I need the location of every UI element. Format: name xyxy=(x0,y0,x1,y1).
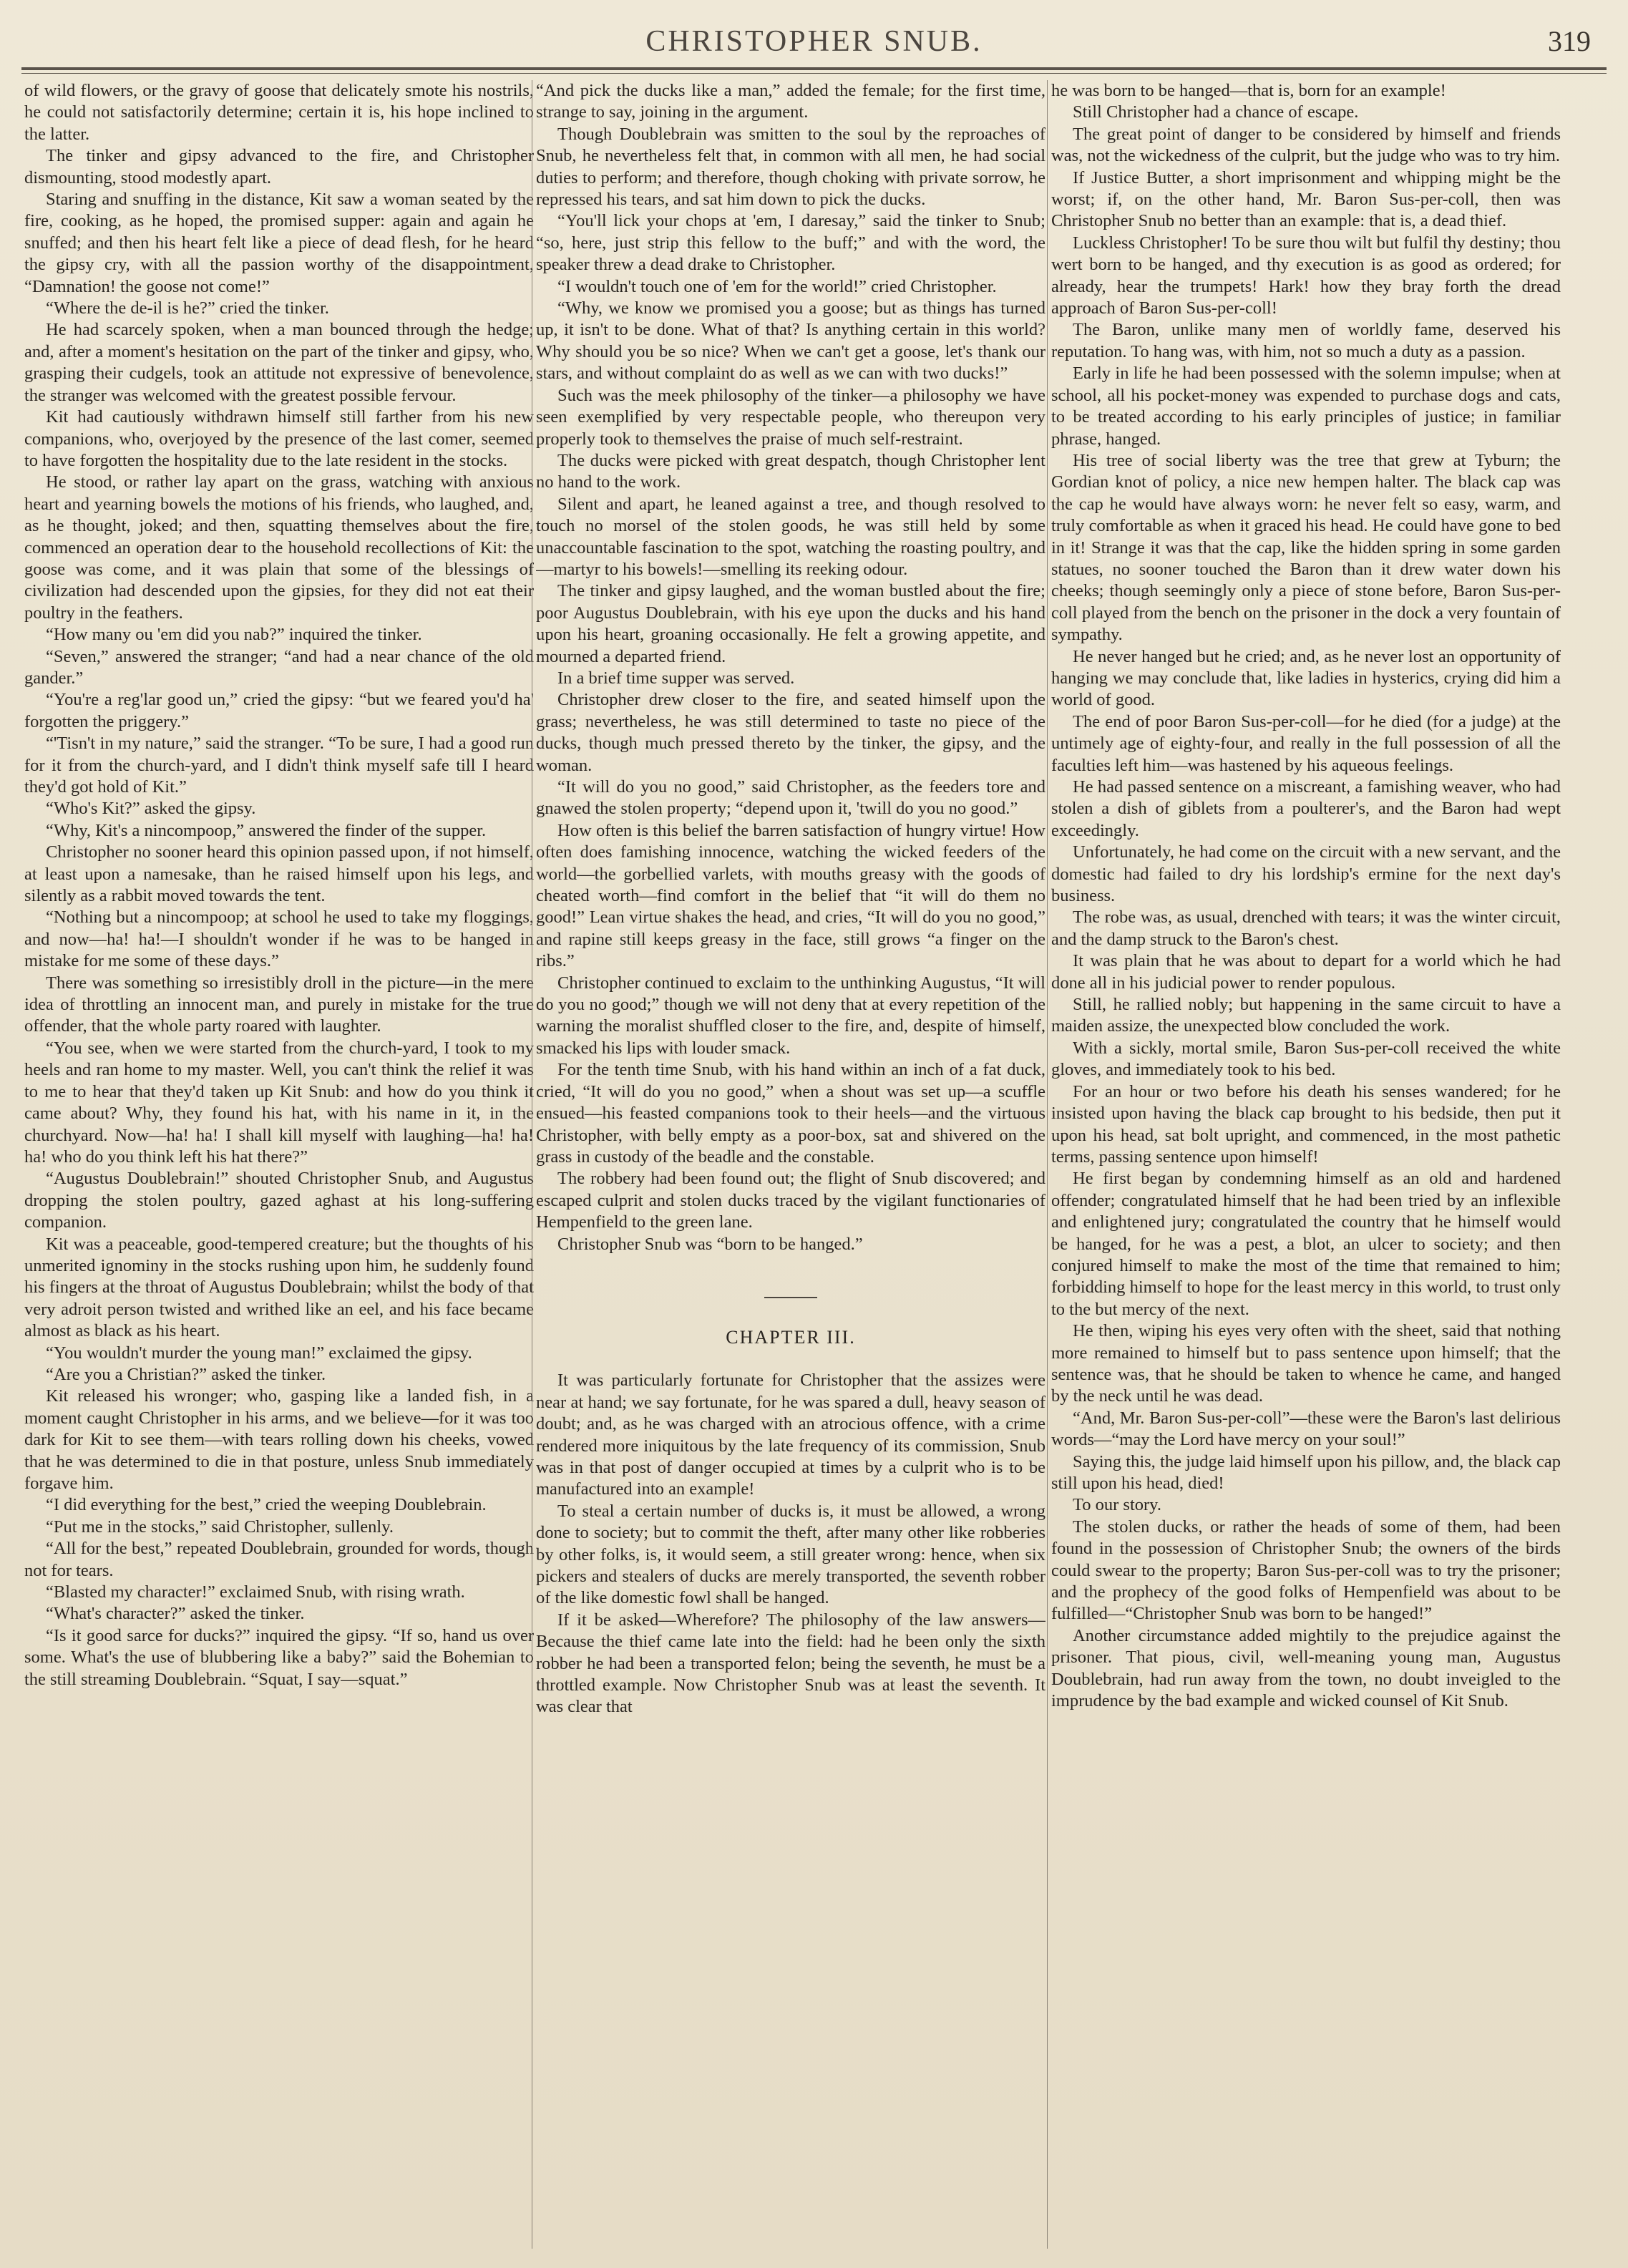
paragraph: “Is it good sarce for ducks?” inquired the gipsy. “If so, hand us over some. What's the use of blubbering like a baby?” said the Bohemian to the still streaming Doublebrain. “Squat, I say—squat.” xyxy=(24,1625,534,1689)
paragraph: “Where the de-il is he?” cried the tinker. xyxy=(46,298,329,318)
paragraph: The stolen ducks, or rather the heads of some of them, had been found in the possession of Christopher Snub; the owners of the birds could swear to the property; Baron Sus-per-coll was to try the prisoner; and the prophecy of the good folks of Hempenfield was about to be fulfilled—“Christopher Snub was born to be hanged!” xyxy=(1051,1517,1561,1624)
paragraph: In a brief time supper was served. xyxy=(557,668,795,688)
paragraph: Early in life he had been possessed with the solemn impulse; when at school, all his pocket-money was expended to purchase dogs and cats, to be treated according to his early principles of justice; in familiar phrase, hanged. xyxy=(1051,364,1561,449)
paragraph: Still Christopher had a chance of escape. xyxy=(1073,102,1359,122)
paragraph: “Seven,” answered the stranger; “and had a near chance of the old gander.” xyxy=(24,646,534,688)
paragraph: He then, wiping his eyes very often with the sheet, said that nothing more remained to himself but to pass sentence upon himself; that the sentence was, that he should be taken to whence he came, and hanged by the neck until he was dead. xyxy=(1051,1321,1561,1406)
text-column-2 xyxy=(536,80,1045,2249)
running-header xyxy=(21,16,1607,66)
paragraph: If it be asked—Wherefore? The philosophy of the law answers—Because the thief came late into the field: had he been only the sixth robber he had been a transported felon; being the seventh, he must be a throttled example. Now Christopher Snub was at least the seventh. It was clear that xyxy=(536,1610,1045,1717)
paragraph: Staring and snuffing in the distance, Kit saw a woman seated by the fire, cooking, as he hoped, the promised supper: again and again he snuffed; and then his heart felt like a piece of dead flesh, for he heard the gipsy cry, with all the passion worthy of the disappointment, “Damnation! the goose not come!” xyxy=(24,190,534,296)
paragraph: The robbery had been found out; the flight of Snub discovered; and escaped culprit and stolen ducks traced by the vigilant functionaries of Hempenfield to the green lane. xyxy=(536,1169,1045,1232)
paragraph: “What's character?” asked the tinker. xyxy=(46,1604,305,1624)
paragraph: “How many ou 'em did you nab?” inquired the tinker. xyxy=(46,625,422,645)
paragraph: There was something so irresistibly droll in the picture—in the mere idea of throttling an innocent man, and purely in mistake for the true offender, that the whole party roared with laughter. xyxy=(24,973,534,1036)
paragraph: For the tenth time Snub, with his hand within an inch of a fat duck, cried, “It will do you no good,” when a shout was set up—a scuffle ensued—his feasted companions took to their heels—and the virtuous Christopher, with belly empty as a poor-box, sat and shivered on the grass in custody of the beadle and the constable. xyxy=(536,1060,1045,1167)
paragraph: “You wouldn't murder the young man!” exclaimed the gipsy. xyxy=(46,1343,472,1363)
paragraph: “I wouldn't touch one of 'em for the world!” cried Christopher. xyxy=(557,276,997,296)
paragraph: The great point of danger to be considered by himself and friends was, not the wickedness of the culprit, but the judge who was to try him. xyxy=(1051,124,1561,166)
paragraph: Christopher drew closer to the fire, and seated himself upon the grass; nevertheless, he was still determined to taste no piece of the ducks, though much pressed thereto by the tinker, the gipsy, and the woman. xyxy=(536,690,1045,775)
paragraph: Kit released his wronger; who, gasping like a landed fish, in a moment caught Christopher in his arms, and we believe—for it was too dark for Kit to see them—with tears rolling down his cheeks, vowed that he was determined to die in that posture, unless Snub immediately forgave him. xyxy=(24,1386,534,1493)
chapter-separator xyxy=(764,1297,817,1298)
paragraph: Christopher Snub was “born to be hanged.” xyxy=(557,1234,863,1254)
paragraph: It was particularly fortunate for Christopher that the assizes were near at hand; we say fortunate, for he was spared a dull, heavy season of doubt; and, as he was charged with an atrocious offence, with a crime rendered more iniquitous by the late frequency of its commission, Snub was in that post of danger occupied at times by a culprit who is to be manufactured into an example! xyxy=(536,1371,1045,1499)
paragraph: The tinker and gipsy advanced to the fire, and Christopher dismounting, stood modestly apart. xyxy=(24,146,534,188)
paragraph: If Justice Butter, a short imprisonment and whipping might be the worst; if, on the other hand, Mr. Baron Sus-per-coll, then was Christopher Snub no better than an example: that is, a dead thief. xyxy=(1051,167,1561,231)
paragraph: Luckless Christopher! To be sure thou wilt but fulfil thy destiny; thou wert born to be hanged, and thy execution is as good as ordered; for already, hear the trumpets! Hark! how they bray forth the dread approach of Baron Sus-per-coll! xyxy=(1051,233,1561,318)
paragraph: Saying this, the judge laid himself upon his pillow, and, the black cap still upon his head, died! xyxy=(1051,1451,1561,1493)
paragraph: he was born to be hanged—that is, born for an example! xyxy=(1051,81,1446,100)
paragraph: Christopher no sooner heard this opinion passed upon, if not himself, at least upon a namesake, than he raised himself upon his legs, and silently as a rabbit moved towards the tent. xyxy=(24,842,534,906)
paragraph: “And pick the ducks like a man,” added the female; for the first time, strange to say, joining in the argument. xyxy=(536,81,1045,122)
paragraph: “Why, Kit's a nincompoop,” answered the finder of the supper. xyxy=(46,820,487,840)
header-rule-thin xyxy=(21,73,1607,74)
paragraph: With a sickly, mortal smile, Baron Sus-per-coll received the white gloves, and immediately took to his bed. xyxy=(1051,1038,1561,1080)
header-rule xyxy=(21,67,1607,70)
paragraph: “It will do you no good,” said Christopher, as the feeders tore and gnawed the stolen property; “depend upon it, 'twill do you no good.” xyxy=(536,777,1045,819)
paragraph: He stood, or rather lay apart on the grass, watching with anxious heart and yearning bowels the motions of his friends, who laughed, and, as he thought, joked; and then, squatting themselves about the fire, commenced an operation dear to the household recollections of Kit: the goose was come, and it was plain that some of the blessings of civilization had descended upon the gipsies, for they did not eat their poultry in the feathers. xyxy=(24,472,534,623)
paragraph: To steal a certain number of ducks is, it must be allowed, a wrong done to society; but to commit the theft, after many other like robberies by other folks, is, it would seem, a still greater wrong: hence, when six pickers and stealers of ducks are merely transported, the seventh robber of the like domestic fowl shall be hanged. xyxy=(536,1501,1045,1608)
paragraph: “Blasted my character!” exclaimed Snub, with rising wrath. xyxy=(46,1582,465,1602)
paragraph: How often is this belief the barren satisfaction of hungry virtue! How often does famishing innocence, watching the wicked feeders of the world—the gorbellied varlets, with mouths greasy with the goods of cheated worth—find comfort in the belief that “it will do them no good!” Lean virtue shakes the head, and cries, “It will do you no good,” and rapine still keeps greasy in the face, still grows “a finger on the ribs.” xyxy=(536,820,1045,971)
paragraph: He had scarcely spoken, when a man bounced through the hedge; and, after a moment's hesitation on the part of the tinker and gipsy, who, grasping their cudgels, took an attitude not expressive of benevolence, the stranger was welcomed with the greatest possible fervour. xyxy=(24,320,534,405)
paragraph: Unfortunately, he had come on the circuit with a new servant, and the domestic had failed to dry his lordship's ermine for the next day's business. xyxy=(1051,842,1561,906)
paragraph: “Why, we know we promised you a goose; but as things has turned up, it isn't to be done. What of that? Is anything certain in this world? Why should you be so nice? When we can't get a goose, let's thank our stars, and without complaint do as well as we can with two ducks!” xyxy=(536,298,1045,384)
paragraph: “You'll lick your chops at 'em, I daresay,” said the tinker to Snub; “so, here, just strip this fellow to the buff;” and with the word, the speaker threw a dead drake to Christopher. xyxy=(536,211,1045,275)
paragraph: “'Tisn't in my nature,” said the stranger. “To be sure, I had a good run for it from the church-yard, and I didn't think myself safe till I heard they'd got hold of Kit.” xyxy=(24,734,534,797)
paragraph: He first began by condemning himself as an old and hardened offender; congratulated himself that he had been tried by an inflexible and enlightened jury; congratulated the country that he himself would be hanged, for he was a pest, a blot, an ulcer to society; and then conjured himself to make the most of the time that remained to him; forbidding himself to hope for the least mercy in this world, to trust only to the but mercy of the next. xyxy=(1051,1169,1561,1319)
page-number: 319 xyxy=(1548,25,1591,57)
paragraph: To our story. xyxy=(1073,1495,1161,1515)
paragraph: The Baron, unlike many men of worldly fame, deserved his reputation. To hang was, with him, not so much a duty as a passion. xyxy=(1051,320,1561,361)
paragraph: The robe was, as usual, drenched with tears; it was the winter circuit, and the damp struck to the Baron's chest. xyxy=(1051,907,1561,949)
paragraph: “I did everything for the best,” cried the weeping Doublebrain. xyxy=(46,1495,487,1515)
paragraph: “Who's Kit?” asked the gipsy. xyxy=(46,799,256,819)
paragraph: He had passed sentence on a miscreant, a famishing weaver, who had stolen a dish of giblets from a poulterer's, and the Baron had wept exceedingly. xyxy=(1051,777,1561,840)
running-title: CHRISTOPHER SNUB. xyxy=(645,25,983,58)
paragraph: It was plain that he was about to depart for a world which he had done all in his judicial power to render populous. xyxy=(1051,951,1561,993)
paragraph: “All for the best,” repeated Doublebrain, grounded for words, though not for tears. xyxy=(24,1539,534,1580)
column-divider xyxy=(1047,80,1048,2249)
chapter-heading: CHAPTER III. xyxy=(726,1326,856,1348)
paragraph: Kit was a peaceable, good-tempered creature; but the thoughts of his unmerited ignominy in the stocks rushing upon him, he suddenly found his fingers at the throat of Augustus Doublebrain; whilst the body of that very adroit person twisted and writhed like an eel, and his face became almost as black as his heart. xyxy=(24,1234,534,1341)
paragraph: “Are you a Christian?” asked the tinker. xyxy=(46,1364,326,1384)
paragraph: His tree of social liberty was the tree that grew at Tyburn; the Gordian knot of policy, a nice new hempen halter. The black cap was the cap he would have always worn: he never felt so easy, warm, and truly comfortable as when it graced his head. He could have gone to bed in it! Strange it was that the cap, like the hidden spring in some garden statues, no sooner touched the Baron than it drew water down his cheeks; though seemingly only a piece of stone before, Baron Sus-per-coll played from the bench on the prisoner in the dock a very fountain of sympathy. xyxy=(1051,450,1561,645)
paragraph: For an hour or two before his death his senses wandered; for he insisted upon having the black cap brought to his bedside, then put it upon his head, sat bolt upright, and commenced, in the most pathetic terms, passing sentence upon himself! xyxy=(1051,1081,1561,1167)
paragraph: “Put me in the stocks,” said Christopher, sullenly. xyxy=(46,1517,394,1537)
paragraph: Silent and apart, he leaned against a tree, and though resolved to touch no morsel of the stolen goods, he was still held by some unaccountable fascination to the spot, watching the roasting poultry, and—martyr to his bowels!—smelling its reeking odour. xyxy=(536,494,1045,579)
paragraph: The end of poor Baron Sus-per-coll—for he died (for a judge) at the untimely age of eighty-four, and really in the full possession of all the faculties left him—was hastened by his aqueous feelings. xyxy=(1051,711,1561,775)
paragraph: Though Doublebrain was smitten to the soul by the reproaches of Snub, he nevertheless felt that, in common with all men, he had social duties to perform; and therefore, though choking with private sorrow, he repressed his tears, and sat him down to pick the ducks. xyxy=(536,124,1045,210)
paragraph: Still, he rallied nobly; but happening in the same circuit to have a maiden assize, the unexpected blow concluded the work. xyxy=(1051,995,1561,1036)
paragraph: He never hanged but he cried; and, as he never lost an opportunity of hanging we may conclude that, like ladies in hysterics, crying did him a world of good. xyxy=(1051,646,1561,710)
paragraph: Such was the meek philosophy of the tinker—a philosophy we have seen exemplified by very respectable people, who thereupon very properly took to themselves the praise of much self-restraint. xyxy=(536,385,1045,449)
paragraph: “You see, when we were started from the church-yard, I took to my heels and ran home to my master. Well, you can't think the relief it was to me to hear that they'd taken up Kit Snub: and how do you think it came about? Why, they found his hat, with his name in it, in the churchyard. Now—ha! ha! I shall kill myself with laughing—ha! ha! ha! who do you think left his hat there?” xyxy=(24,1038,534,1167)
paragraph: of wild flowers, or the gravy of goose that delicately smote his nostrils, he could not satisfactorily determine; certain it is, his hope inclined to the latter. xyxy=(24,81,534,144)
paragraph: Kit had cautiously withdrawn himself still farther from his new companions, who, overjoyed by the presence of the last comer, seemed to have forgotten the hospitality due to the late resident in the stocks. xyxy=(24,407,534,470)
paragraph: The tinker and gipsy laughed, and the woman bustled about the fire; poor Augustus Doublebrain, with his eye upon the ducks and his hand upon his heart, groaning occasionally. He felt a growing appetite, and mourned a departed friend. xyxy=(536,581,1045,666)
paragraph: “Nothing but a nincompoop; at school he used to take my floggings, and now—ha! ha!—I shouldn't wonder if he was to be hanged in mistake for me some of these days.” xyxy=(24,907,534,971)
text-column-1 xyxy=(24,80,534,2249)
paragraph: “Augustus Doublebrain!” shouted Christopher Snub, and Augustus dropping the stolen poultry, gazed aghast at his long-suffering companion. xyxy=(24,1169,534,1232)
paragraph: “You're a reg'lar good un,” cried the gipsy: “but we feared you'd ha' forgotten the priggery.” xyxy=(24,690,534,731)
paragraph: “And, Mr. Baron Sus-per-coll”—these were the Baron's last delirious words—“may the Lord have mercy on your soul!” xyxy=(1051,1408,1561,1450)
paragraph: The ducks were picked with great despatch, though Christopher lent no hand to the work. xyxy=(536,450,1045,492)
text-column-3 xyxy=(1051,80,1561,2249)
paragraph: Another circumstance added mightily to the prejudice against the prisoner. That pious, civil, well-meaning young man, Augustus Doublebrain, had run away from the town, no doubt inveigled to the imprudence by the bad example and wicked counsel of Kit Snub. xyxy=(1051,1625,1561,1711)
paragraph: Christopher continued to exclaim to the unthinking Augustus, “It will do you no good;” though we will not deny that at every repetition of the warning the moralist shuffled closer to the fire, and, despite of himself, smacked his lips with louder smack. xyxy=(536,973,1045,1058)
